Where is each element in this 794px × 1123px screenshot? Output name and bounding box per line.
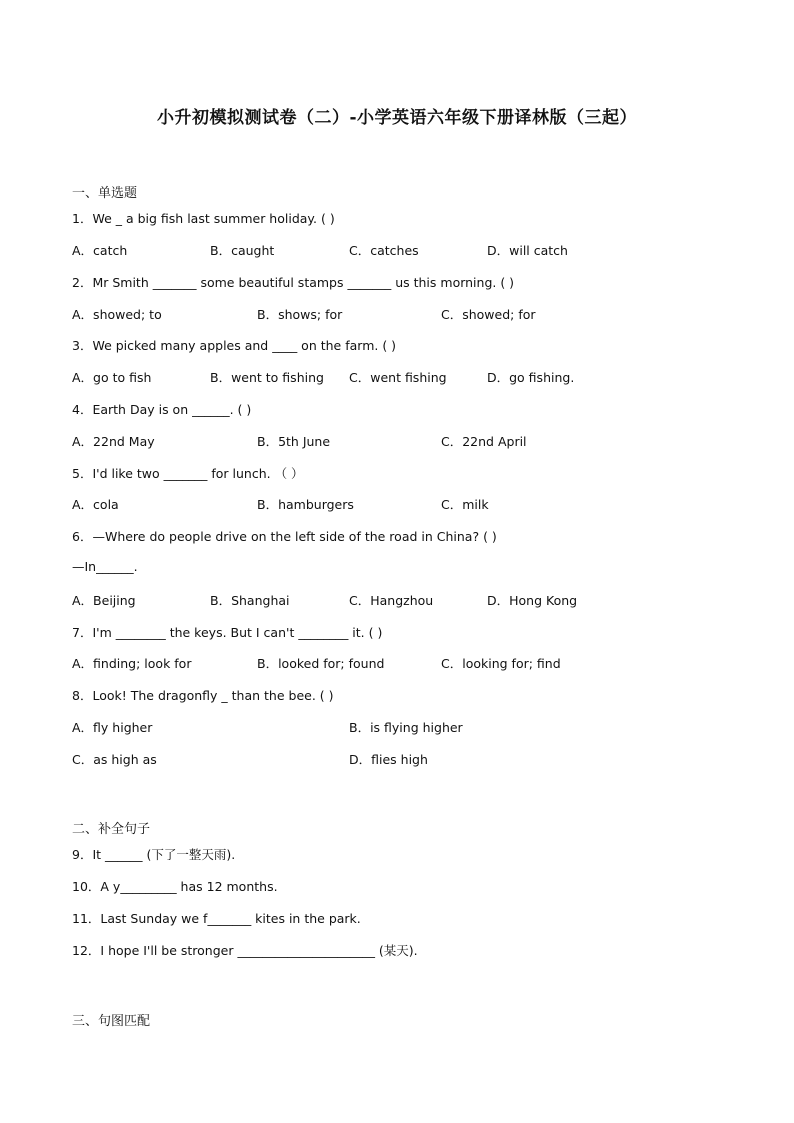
q8-option-d[interactable]: D．flies high (349, 752, 428, 767)
q7-option-b[interactable]: B．looked for; found (257, 656, 385, 671)
question-4: 4．Earth Day is on ______. ( ) (72, 402, 252, 417)
q4-option-a[interactable]: A．22nd May (72, 434, 155, 449)
q1-option-a[interactable]: A．catch (72, 243, 128, 258)
q5-option-b[interactable]: B．hamburgers (257, 497, 354, 512)
question-2: 2．Mr Smith _______ some beautiful stamps _______ us this morning. ( ) (72, 275, 515, 290)
question-6-reply: —In______. (72, 559, 138, 574)
q6-option-c[interactable]: C．Hangzhou (349, 593, 434, 608)
question-10: 10．A y_________ has 12 months. (72, 879, 278, 894)
q3-option-a[interactable]: A．go to fish (72, 370, 152, 385)
q4-option-b[interactable]: B．5th June (257, 434, 331, 449)
q2-option-c[interactable]: C．showed; for (441, 307, 536, 322)
question-8: 8．Look! The dragonfly _ than the bee. ( ) (72, 688, 334, 703)
section-heading-single-choice: 一、单选题 (72, 186, 138, 201)
question-3: 3．We picked many apples and ____ on the farm. ( ) (72, 338, 397, 353)
q2-option-b[interactable]: B．shows; for (257, 307, 343, 322)
question-6: 6．—Where do people drive on the left side of the road in China? ( ) (72, 529, 497, 544)
q7-option-c[interactable]: C．looking for; find (441, 656, 561, 671)
section-heading-sentence-picture-match: 三、句图匹配 (72, 1014, 151, 1029)
page-title: 小升初模拟测试卷（二）-小学英语六年级下册译林版（三起） (156, 108, 638, 128)
q3-option-c[interactable]: C．went fishing (349, 370, 447, 385)
section-heading-complete-sentences: 二、补全句子 (72, 822, 151, 837)
q6-option-b[interactable]: B．Shanghai (210, 593, 290, 608)
q1-option-d[interactable]: D．will catch (487, 243, 568, 258)
q1-option-b[interactable]: B．caught (210, 243, 275, 258)
question-11: 11．Last Sunday we f_______ kites in the park. (72, 911, 361, 926)
q6-option-d[interactable]: D．Hong Kong (487, 593, 578, 608)
q5-option-a[interactable]: A．cola (72, 497, 119, 512)
q1-option-c[interactable]: C．catches (349, 243, 419, 258)
q8-option-a[interactable]: A．fly higher (72, 720, 153, 735)
q3-option-d[interactable]: D．go fishing. (487, 370, 575, 385)
q2-option-a[interactable]: A．showed; to (72, 307, 162, 322)
q5-option-c[interactable]: C．milk (441, 497, 489, 512)
q8-option-b[interactable]: B．is flying higher (349, 720, 463, 735)
question-1: 1．We _ a big fish last summer holiday. ( ) (72, 211, 335, 226)
question-5: 5．I'd like two _______ for lunch. （ ） (72, 466, 304, 481)
question-12: 12．I hope I'll be stronger ______________________ (某天). (72, 943, 418, 958)
q3-option-b[interactable]: B．went to fishing (210, 370, 324, 385)
question-9: 9．It ______ (下了一整天雨). (72, 847, 236, 862)
q6-option-a[interactable]: A．Beijing (72, 593, 136, 608)
q7-option-a[interactable]: A．finding; look for (72, 656, 192, 671)
question-7: 7．I'm ________ the keys. But I can't ________ it. ( ) (72, 625, 383, 640)
q8-option-c[interactable]: C．as high as (72, 752, 157, 767)
q4-option-c[interactable]: C．22nd April (441, 434, 527, 449)
